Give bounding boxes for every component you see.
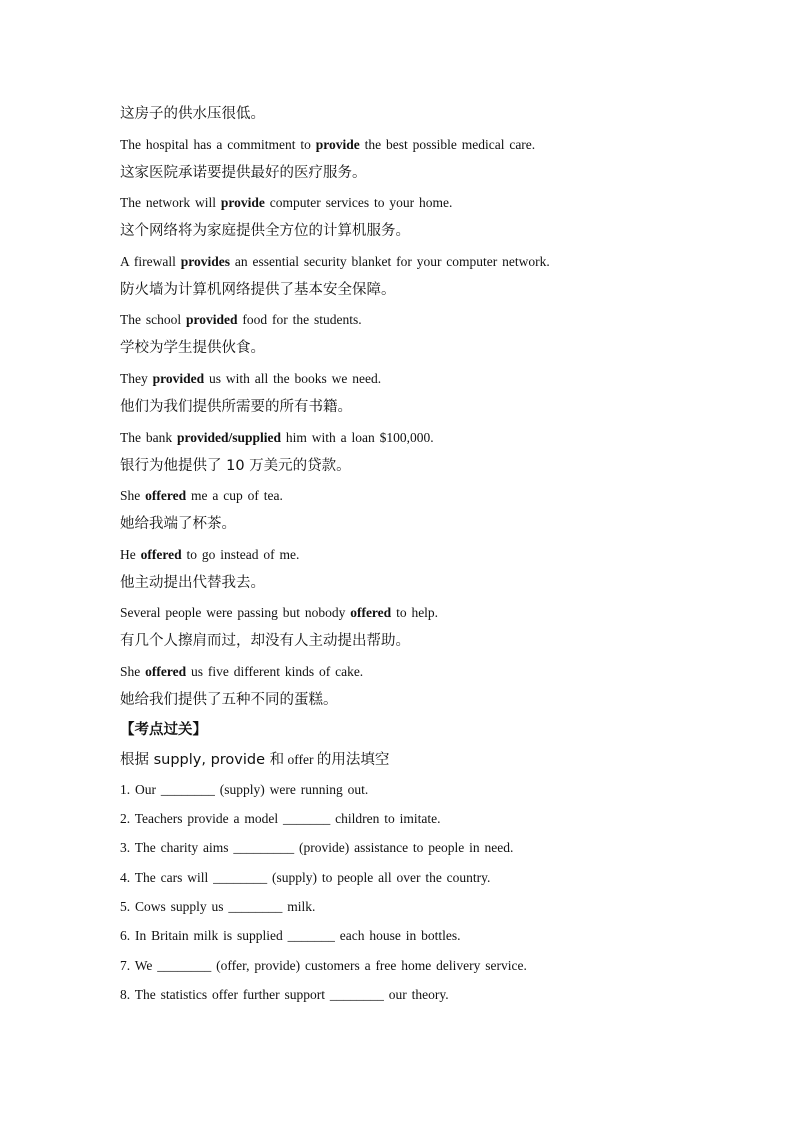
example-en: He offered to go instead of me.: [120, 546, 300, 562]
example-en: Several people were passing but nobody offered to help.: [120, 605, 439, 621]
document-page: [120, 100, 680, 1009]
example-list: [120, 130, 680, 716]
keyword: offered: [145, 663, 187, 679]
example-cn: 有几个人擦肩而过，却没有人主动提出帮助。: [120, 633, 410, 650]
example-cn: 他主动提出代替我去。: [120, 574, 265, 591]
example-en: She offered me a cup of tea.: [120, 488, 283, 504]
exercise-item: 5. Cows supply us ________ milk.: [120, 898, 316, 914]
example-cn: 他们为我们提供所需要的所有书籍。: [120, 398, 352, 415]
exercise-item: 3. The charity aims _________ (provide) assistance to people in need.: [120, 840, 514, 856]
keyword: provide: [220, 195, 265, 211]
example-cn: 这个网络将为家庭提供全方位的计算机服务。: [120, 223, 410, 240]
example-en: They provided us with all the books we need.: [120, 370, 382, 386]
exercise-item: 6. In Britain milk is supplied _______ each house in bottles.: [120, 928, 461, 944]
example-cn: 银行为他提供了 10 万美元的贷款。: [120, 457, 351, 474]
keyword: offered: [350, 605, 392, 621]
keyword: provides: [180, 253, 230, 269]
keyword: offered: [145, 488, 187, 504]
keyword: offered: [140, 546, 182, 562]
keyword: provided: [152, 370, 205, 386]
example-cn: 防火墙为计算机网络提供了基本安全保障。: [120, 281, 396, 298]
section-title: 【考点过关】: [120, 721, 207, 738]
exercise-item: 2. Teachers provide a model _______ children to imitate.: [120, 811, 441, 827]
top-cn-sentence: 这房子的供水压很低。: [120, 106, 265, 122]
exercise-item: 7. We ________ (offer, provide) customers a free home delivery service.: [120, 957, 527, 973]
example-en: She offered us five different kinds of cake.: [120, 663, 364, 679]
example-en: The network will provide computer services to your home.: [120, 195, 453, 211]
exercise-item: 1. Our ________ (supply) were running out.: [120, 781, 369, 797]
exercise-item: 4. The cars will ________ (supply) to people all over the country.: [120, 869, 491, 885]
keyword: provided: [186, 312, 238, 328]
example-en: The bank provided/supplied him with a loan $100,000.: [120, 429, 434, 445]
keyword: provided/supplied: [176, 429, 282, 445]
exercise-list: [120, 775, 680, 1009]
keyword: provide: [315, 136, 360, 152]
example-en: The school provided food for the students.: [120, 312, 362, 328]
example-en: The hospital has a commitment to provide the best possible medical care.: [120, 136, 536, 152]
example-cn: 她给我们提供了五种不同的蛋糕。: [120, 691, 338, 708]
exercise-item: 8. The statistics offer further support ________ our theory.: [120, 986, 449, 1002]
example-cn: 学校为学生提供伙食。: [120, 340, 265, 357]
exercise-instruction: 根据 supply, provide 和 offer 的用法填空: [120, 752, 390, 769]
example-en: A firewall provides an essential security blanket for your computer network.: [120, 253, 550, 269]
example-cn: 这家医院承诺要提供最好的医疗服务。: [120, 164, 367, 181]
example-cn: 她给我端了杯茶。: [120, 516, 236, 533]
